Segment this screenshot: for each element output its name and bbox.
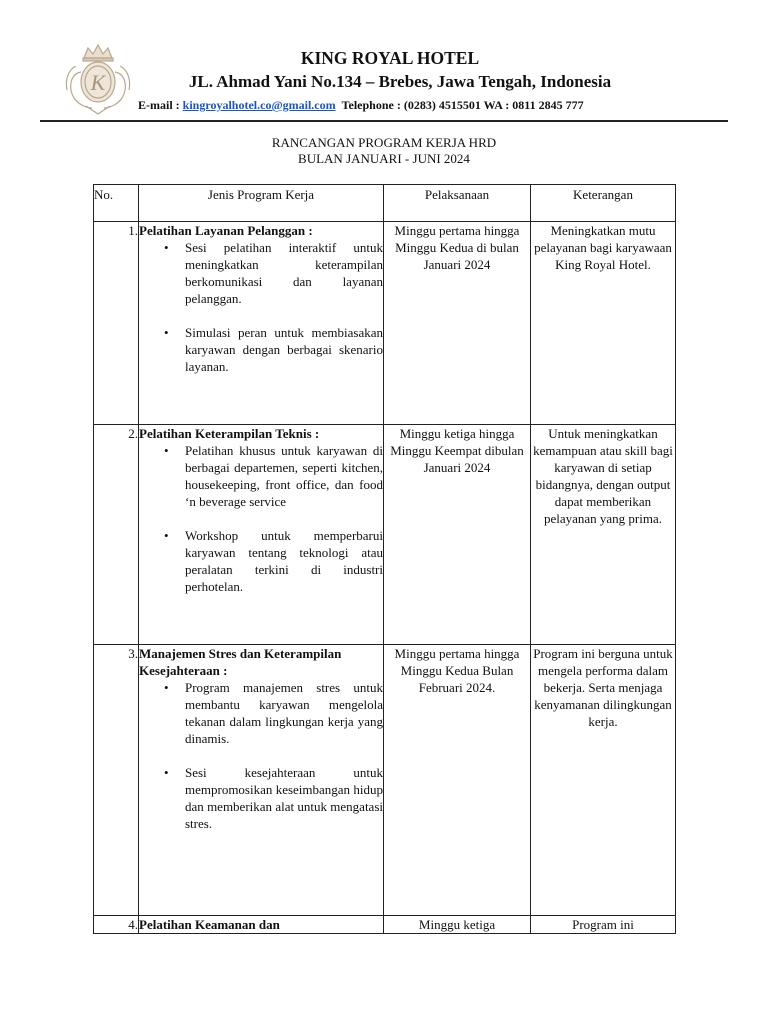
pelaksanaan-cell: Minggu pertama hingga Minggu Kedua di bulan Januari 2024	[384, 222, 531, 425]
pelaksanaan-cell: Minggu ketiga	[384, 916, 531, 934]
bullet-icon: •	[164, 443, 169, 458]
program-title: Pelatihan Keterampilan Teknis :	[139, 426, 320, 441]
pelaksanaan-cell: Minggu pertama hingga Minggu Kedua Bulan Februari 2024.	[384, 645, 531, 916]
table-row	[94, 645, 676, 916]
table-row	[94, 222, 676, 425]
bullet-icon: •	[164, 680, 169, 695]
email-link[interactable]: kingroyalhotel.co@gmail.com	[182, 98, 336, 112]
bullet-item: • Program manajemen stres untuk membantu karyawan mengelola tekanan dalam lingkungan kerja yang dinamis.	[164, 680, 383, 746]
keterangan-cell: Untuk meningkatkan kemampuan atau skill bagi karyawan di setiap bidangnya, dengan output dapat memberikan pelayanan yang prima.	[531, 425, 676, 645]
column-header-pelaksanaan: Pelaksanaan	[384, 185, 531, 222]
document-title: RANCANGAN PROGRAM KERJA HRD	[271, 135, 497, 150]
bullet-item: • Simulasi peran untuk membiasakan karyawan dengan berbagai skenario layanan.	[164, 325, 383, 374]
program-title: Pelatihan Keamanan dan	[139, 917, 280, 932]
bullet-icon: •	[164, 528, 169, 543]
hotel-crest-logo	[62, 42, 134, 116]
row-number: 4.	[94, 916, 139, 934]
bullet-icon: •	[164, 325, 169, 340]
program-bullets	[139, 239, 383, 375]
column-header-program: Jenis Program Kerja	[139, 185, 384, 222]
bullet-item: • Pelatihan khusus untuk karyawan di berbagai departemen, seperti kitchen, housekeeping, front office, dan food ‘n beverage service	[164, 443, 383, 509]
bullet-item: • Sesi kesejahteraan untuk mempromosikan keseimbangan hidup dan memberikan alat untuk mengatasi stres.	[164, 765, 383, 831]
bullet-item: • Workshop untuk memperbarui karyawan tentang teknologi atau peralatan terkini di industri perhotelan.	[164, 528, 383, 594]
row-number: 1.	[94, 222, 139, 425]
bullet-icon: •	[164, 240, 169, 255]
hotel-contact-line	[138, 98, 584, 113]
keterangan-cell: Program ini berguna untuk mengela performa dalam bekerja. Serta menjaga kenyamanan dilingkungan kerja.	[531, 645, 676, 916]
bullet-icon: •	[164, 765, 169, 780]
hotel-address: JL. Ahmad Yani No.134 – Brebes, Jawa Tengah, Indonesia	[188, 72, 612, 91]
svg-text:K: K	[90, 70, 106, 95]
column-header-keterangan: Keterangan	[531, 185, 676, 222]
pelaksanaan-cell: Minggu ketiga hingga Minggu Keempat dibulan Januari 2024	[384, 425, 531, 645]
hotel-name: KING ROYAL HOTEL	[300, 48, 480, 68]
row-number: 3.	[94, 645, 139, 916]
document-period: BULAN JANUARI - JUNI 2024	[298, 151, 470, 166]
program-cell	[139, 645, 384, 916]
bullet-item: • Sesi pelatihan interaktif untuk meningkatkan keterampilan berkomunikasi dan layanan pelanggan.	[164, 240, 383, 306]
program-cell	[139, 425, 384, 645]
table-row	[94, 916, 676, 934]
row-number: 2.	[94, 425, 139, 645]
column-header-no: No.	[94, 185, 139, 222]
header-divider	[40, 120, 728, 122]
program-bullets	[139, 679, 383, 832]
program-cell	[139, 916, 384, 934]
keterangan-cell: Program ini	[531, 916, 676, 934]
keterangan-cell: Meningkatkan mutu pelayanan bagi karyawaan King Royal Hotel.	[531, 222, 676, 425]
program-table	[93, 184, 676, 934]
table-header-row	[94, 185, 676, 222]
program-title: Manajemen Stres dan Keterampilan Kesejahteraan :	[139, 646, 342, 678]
email-label: E-mail :	[138, 98, 183, 112]
program-cell	[139, 222, 384, 425]
program-bullets	[139, 442, 383, 595]
program-title: Pelatihan Layanan Pelanggan :	[139, 223, 313, 238]
table-row	[94, 425, 676, 645]
telephone-text: Telephone : (0283) 4515501 WA : 0811 2845 777	[341, 98, 584, 112]
